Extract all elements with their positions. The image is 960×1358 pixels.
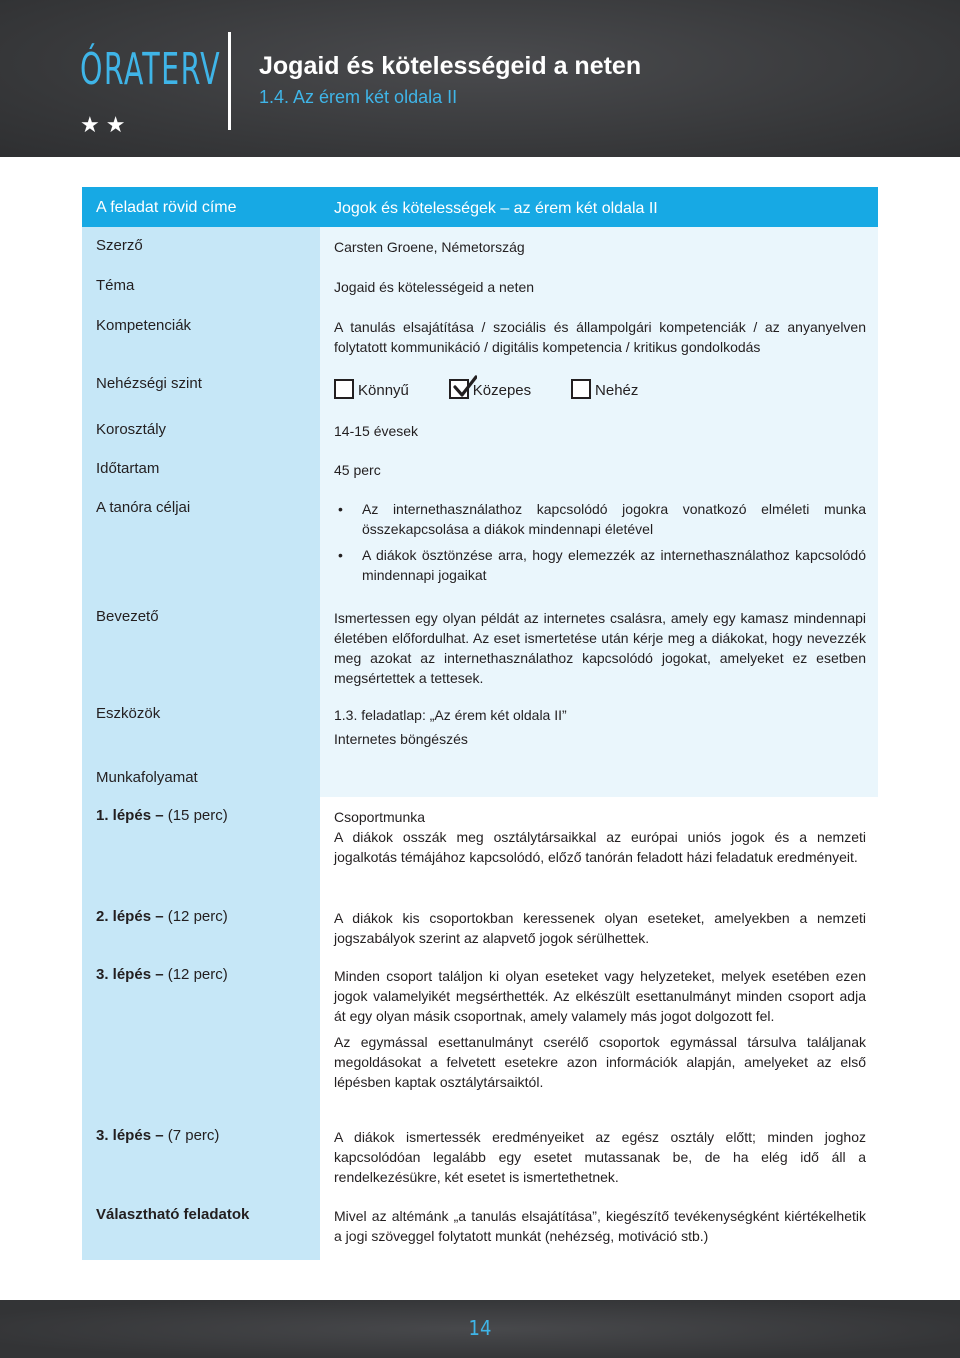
table-row-competencies: [82, 307, 878, 365]
table-row-tools: [82, 695, 878, 759]
step-time: (12 perc): [167, 966, 228, 983]
duration-value: 45 perc: [320, 450, 878, 489]
table-row-topic: [82, 267, 878, 307]
table-row-task-title: [82, 187, 878, 227]
step-row: [82, 1117, 878, 1196]
task-title-label: A feladat rövid címe: [82, 187, 320, 227]
tools-value: [320, 695, 878, 759]
table-row-process: [82, 759, 878, 797]
step-row: [82, 797, 878, 898]
step-content: [320, 898, 878, 956]
checkmark-icon: [453, 375, 477, 399]
step-number: 2. lépés –: [96, 908, 164, 925]
step-paragraph: Csoportmunka: [334, 809, 426, 825]
table-row-difficulty: [82, 365, 878, 411]
topic-label: Téma: [82, 267, 320, 307]
step-time: (12 perc): [167, 908, 228, 925]
goals-label: A tanóra céljai: [82, 489, 320, 598]
checkbox-easy: [334, 379, 354, 399]
difficulty-medium-label: Közepes: [472, 382, 532, 399]
step-label: [82, 898, 320, 956]
step-paragraph: Minden csoport találjon ki olyan eseteket vagy helyzeteket, melyek esetében ezen jogok valamelyikét megsérthették. Az elkészült esettanulmányt minden csoport adja át egy olyan másik csoportnak, amely valamely más jogot dolgozott fel.: [334, 968, 866, 1024]
competencies-label: Kompetenciák: [82, 307, 320, 365]
step-paragraph: Az egymással esettanulmányt cserélő csoportok egymással társulva találjanak megoldásokat a felvetett esetekre azon információk alapján, amelyeket az első lépésben kaptak osztálytársaiktól.: [334, 1034, 866, 1090]
duration-label: Időtartam: [82, 450, 320, 489]
step-number: 1. lépés –: [96, 807, 164, 824]
goal-item: • A diákok ösztönzése arra, hogy elemezzék az internethasználathoz kapcsolódó mindennapi jogaikat: [334, 545, 866, 585]
step-paragraph: A diákok osszák meg osztálytársaikkal az európai uniós jogok és a nemzeti jogalkotás témájához kapcsolódó, előző tanórán feladott házi feladatuk eredményeit.: [334, 829, 866, 865]
age-label: Korosztály: [82, 411, 320, 450]
process-value: [320, 759, 878, 797]
difficulty-hard-label: Nehéz: [595, 382, 639, 399]
step-number: 3. lépés –: [96, 1127, 164, 1144]
table-row-author: [82, 227, 878, 267]
process-label: Munkafolyamat: [82, 759, 320, 797]
topic-value: Jogaid és kötelességeid a neten: [320, 267, 878, 307]
page-title: Jogaid és kötelességeid a neten: [259, 52, 642, 80]
difficulty-option-easy: [334, 379, 409, 401]
step-row: [82, 956, 878, 1117]
optional-label: Választható feladatok: [82, 1196, 320, 1260]
page-subtitle: 1.4. Az érem két oldala II: [259, 87, 458, 107]
step-label: [82, 1117, 320, 1196]
intro-value: Ismertessen egy olyan példát az internetes csalásra, amely egy kamasz mindennapi életében előfordulhat. Az eset ismertetése után kérje meg a diákokat, hogy nevezzék meg azokat az internethasználathoz kapcsolódó jogokat, amelyeket ez esetben megsértettek a tettesek.: [320, 598, 878, 695]
step-label: [82, 956, 320, 1117]
tools-browsing: Internetes böngészés: [334, 731, 468, 747]
table-row-age: [82, 411, 878, 450]
tools-worksheet: 1.3. feladatlap: „Az érem két oldala II”: [334, 707, 567, 723]
intro-label: Bevezető: [82, 598, 320, 695]
age-value: 14-15 évesek: [320, 411, 878, 450]
author-value: Carsten Groene, Németország: [320, 227, 878, 267]
step-label: [82, 797, 320, 898]
step-content: [320, 956, 878, 1117]
table-row-intro: [82, 598, 878, 695]
step-time: (7 perc): [167, 1127, 220, 1144]
step-time: (15 perc): [167, 807, 228, 824]
difficulty-easy-label: Könnyű: [358, 382, 409, 399]
step-row: [82, 898, 878, 956]
step-content: [320, 797, 878, 898]
step-paragraph: A diákok ismertessék eredményeiket az egész osztály előtt; minden joghoz kapcsolódóan legalább egy esetet mutassanak be, de ha elég idő áll a rendelkezésükre, két esetet is ismertethetnek.: [334, 1129, 866, 1185]
difficulty-option-hard: [571, 379, 638, 401]
checkbox-medium: [449, 379, 469, 399]
author-label: Szerző: [82, 227, 320, 267]
difficulty-label: Nehézségi szint: [82, 365, 320, 411]
brand-logo: ÓRATERV: [80, 44, 222, 95]
step-number: 3. lépés –: [96, 966, 164, 983]
step-content: [320, 1117, 878, 1196]
task-title-value: Jogok és kötelességek – az érem két oldala II: [320, 187, 878, 227]
difficulty-option-medium: [449, 379, 531, 401]
difficulty-options: [320, 365, 878, 411]
goals-list: [334, 499, 866, 585]
optional-value: Mivel az altémánk „a tanulás elsajátítása”, kiegészítő tevékenységként kiértékelhetik a jogi szöveggel folytatott munkát (nehézség, motiváció stb.): [334, 1208, 866, 1244]
step-paragraph: A diákok kis csoportokban keressenek olyan eseteket, amelyekben a nemzeti jogszabályok szerint az alapvető jogok sérülhettek.: [334, 910, 866, 946]
goal-item: • Az internethasználathoz kapcsolódó jogokra vonatkozó elméleti munka összekapcsolása a diákok mindennapi életével: [334, 499, 866, 539]
difficulty-stars: ★★: [80, 112, 132, 137]
table-row-goals: [82, 489, 878, 598]
table-row-optional: [82, 1196, 878, 1260]
header-divider: [228, 32, 231, 130]
table-row-duration: [82, 450, 878, 489]
goals-value: [320, 489, 878, 598]
page-number: 14: [468, 1316, 492, 1340]
tools-label: Eszközök: [82, 695, 320, 759]
checkbox-hard: [571, 379, 591, 399]
competencies-value: A tanulás elsajátítása / szociális és állampolgári kompetenciák / az anyanyelven folytatott kommunikáció / digitális kompetencia / kritikus gondolkodás: [320, 307, 878, 365]
